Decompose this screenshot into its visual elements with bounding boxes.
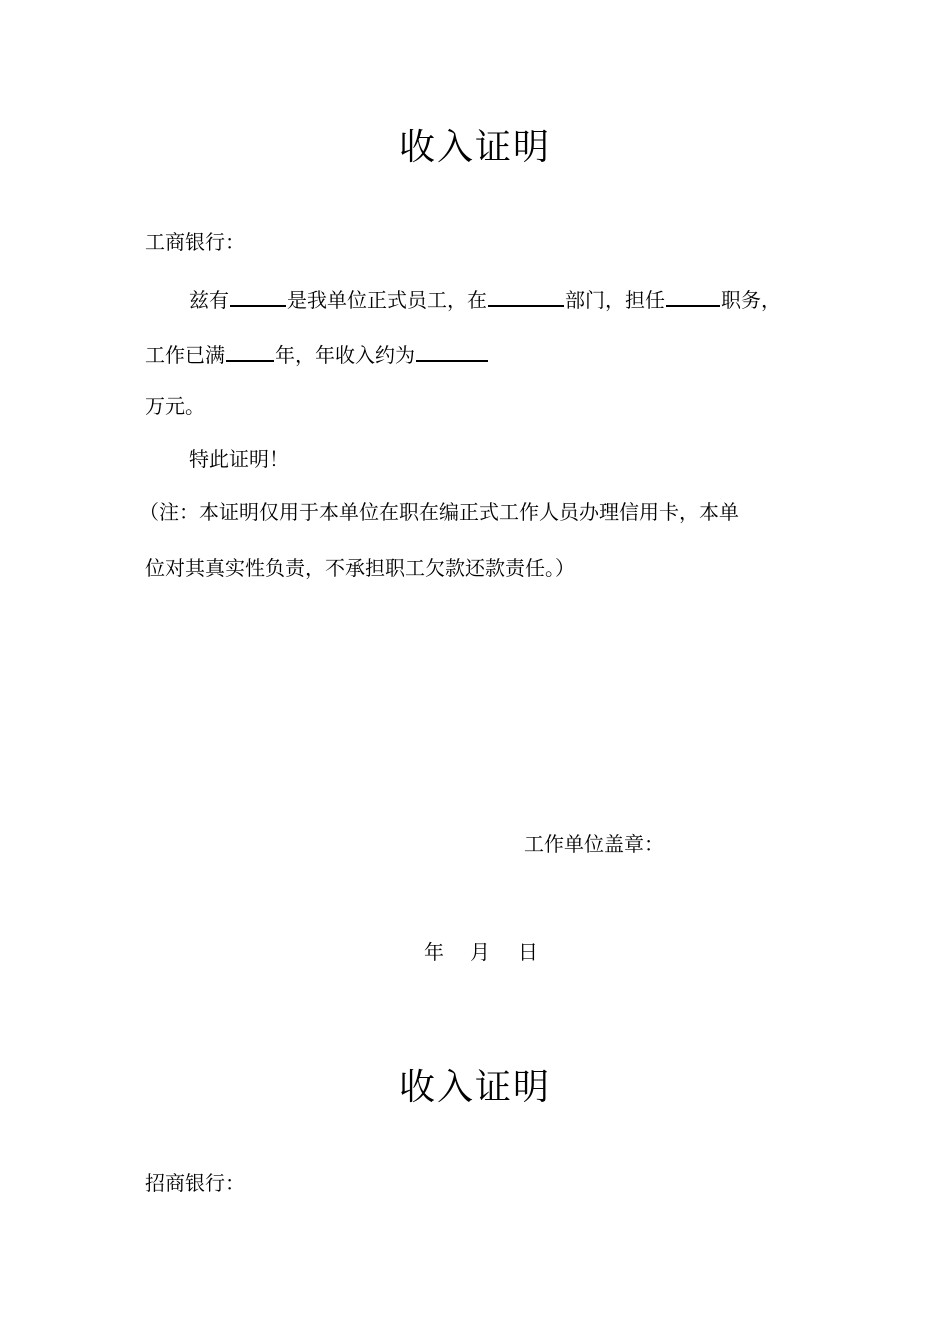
body-text: 工作已满	[145, 343, 225, 367]
body-paragraph-line-3: 万元。	[145, 394, 205, 418]
closing-statement: 特此证明！	[189, 447, 289, 471]
date-day-label: 日	[518, 940, 538, 964]
date-line	[424, 939, 538, 965]
name-blank	[230, 283, 286, 307]
seal-label: 工作单位盖章：	[524, 832, 664, 856]
body-text: 部门，担任	[565, 288, 665, 312]
note-line-1: （注：本证明仅用于本单位在职在编正式工作人员办理信用卡，本单	[139, 500, 739, 524]
department-blank	[488, 283, 564, 307]
body-text: 是我单位正式员工，在	[287, 288, 487, 312]
date-month-label: 月	[470, 940, 490, 964]
income-blank	[416, 338, 488, 362]
body-text: 职务，	[721, 288, 781, 312]
body-paragraph-line-1	[189, 283, 781, 313]
certificate-title: 收入证明	[398, 127, 551, 168]
addressee: 工商银行：	[145, 230, 245, 254]
date-year-label: 年	[424, 940, 444, 964]
body-paragraph-line-2	[145, 338, 489, 368]
addressee-2: 招商银行：	[145, 1171, 245, 1195]
body-text: 年，年收入约为	[275, 343, 415, 367]
position-blank	[666, 283, 720, 307]
years-blank	[226, 338, 274, 362]
body-text: 兹有	[189, 288, 229, 312]
note-line-2: 位对其真实性负责，不承担职工欠款还款责任。）	[145, 556, 575, 580]
certificate-title-2: 收入证明	[398, 1067, 551, 1108]
